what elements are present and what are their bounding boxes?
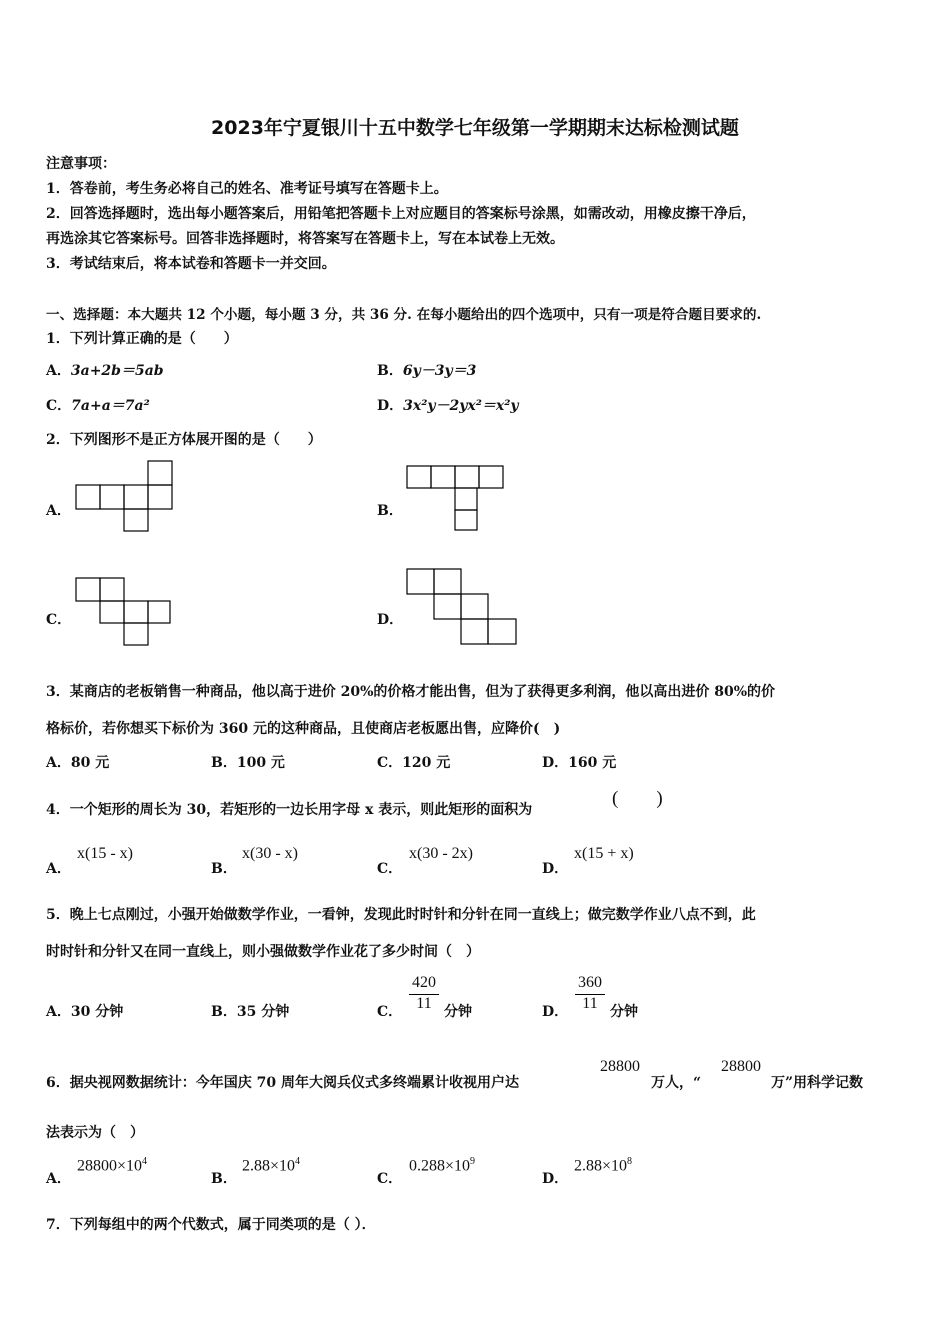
q6-option-a-label: A． — [46, 1171, 71, 1187]
q3-option-c: C．120 元 — [377, 755, 451, 771]
notice-item-2b: 再选涂其它答案标号。回答非选择题时，将答案写在答题卡上，写在本试卷上无效。 — [46, 231, 564, 247]
q4-option-c-label: C． — [377, 861, 403, 877]
q6-stem-line1b: 万”用科学记数 — [771, 1075, 864, 1091]
q2-option-b-label: B． — [377, 503, 403, 519]
q6-option-b-expr: $2.88\times 10^4$ — [242, 1156, 301, 1175]
q4-option-a-expr: x(15 - x) — [77, 845, 133, 862]
q2-option-d-label: D． — [377, 612, 404, 628]
notice-item-1: 1．答卷前，考生务必将自己的姓名、准考证号填写在答题卡上。 — [46, 181, 448, 197]
q6-value-1: 28800 — [600, 1058, 640, 1075]
q1-option-d: D．3x²y－2yx²＝x²y — [377, 398, 519, 414]
q2-option-a-label: A． — [46, 503, 71, 519]
q5-option-a: A．30 分钟 — [46, 1004, 124, 1020]
notice-item-3: 3．考试结束后，将本试卷和答题卡一并交回。 — [46, 256, 336, 272]
q5-option-d-label: D． — [542, 1004, 569, 1020]
q3-option-d: D．160 元 — [542, 755, 617, 771]
q2-net-d — [407, 569, 519, 647]
q5-option-c-fraction: 420 11 — [407, 974, 441, 1013]
q3-stem-line2: 格标价，若你想买下标价为 360 元的这种商品，且使商店老板愿出售，应降价( ) — [46, 721, 561, 737]
notice-heading: 注意事项： — [46, 156, 116, 172]
q4-option-a-label: A． — [46, 861, 71, 877]
q2-net-a — [76, 460, 176, 532]
q4-option-c-expr: x(30 - 2x) — [409, 845, 473, 862]
q4-stem: 4．一个矩形的周长为 30，若矩形的一边长用字母 x 表示，则此矩形的面积为 — [46, 802, 533, 818]
q5-option-c-unit: 分钟 — [444, 1004, 472, 1020]
page-title: 2023年宁夏银川十五中数学七年级第一学期期末达标检测试题 — [211, 117, 739, 139]
q6-option-c-label: C． — [377, 1171, 403, 1187]
q5-stem-line1: 5．晚上七点刚过，小强开始做数学作业，一看钟，发现此时时针和分针在同一直线上；做完数学作业八点不到，此 — [46, 907, 756, 923]
q4-option-b-label: B． — [211, 861, 237, 877]
q1-option-c: C．7a+a＝7a² — [46, 398, 150, 414]
q1-option-b: B．6y－3y＝3 — [377, 363, 477, 379]
q6-stem-mid: 万人，“ — [651, 1075, 702, 1091]
q4-answer-paren: ( ) — [612, 788, 663, 809]
q5-option-d-unit: 分钟 — [610, 1004, 638, 1020]
q2-net-b — [407, 466, 507, 532]
q5-stem-line2: 时时针和分针又在同一直线上，则小强做数学作业花了多少时间（ ） — [46, 944, 480, 960]
q6-option-a-expr: $28800\times 10^4$ — [77, 1156, 148, 1175]
q6-stem-line2: 法表示为（ ） — [46, 1125, 144, 1141]
q5-option-c-label: C． — [377, 1004, 403, 1020]
q2-net-c — [76, 578, 176, 648]
q6-option-d-expr: $2.88\times 10^8$ — [574, 1156, 633, 1175]
q5-option-d-fraction: 360 11 — [573, 974, 607, 1013]
q4-option-d-label: D． — [542, 861, 569, 877]
q3-stem-line1: 3．某商店的老板销售一种商品，他以高于进价 20%的价格才能出售，但为了获得更多利润，他以高出进价 80%的价 — [46, 684, 776, 700]
q4-option-d-expr: x(15 + x) — [574, 845, 634, 862]
q4-option-b-expr: x(30 - x) — [242, 845, 298, 862]
q3-option-a: A．80 元 — [46, 755, 110, 771]
q6-option-b-label: B． — [211, 1171, 237, 1187]
q2-stem: 2．下列图形不是正方体展开图的是（ ） — [46, 432, 322, 448]
q1-stem: 1．下列计算正确的是（ ） — [46, 331, 238, 347]
q6-option-d-label: D． — [542, 1171, 569, 1187]
q1-option-a: A．3a+2b＝5ab — [46, 363, 164, 379]
q2-option-c-label: C． — [46, 612, 72, 628]
q7-stem: 7．下列每组中的两个代数式，属于同类项的是（ ）． — [46, 1217, 376, 1233]
q3-option-b: B．100 元 — [211, 755, 285, 771]
q5-option-b: B．35 分钟 — [211, 1004, 290, 1020]
section-heading: 一、选择题：本大题共 12 个小题，每小题 3 分，共 36 分. 在每小题给出的四个选项中，只有一项是符合题目要求的. — [46, 307, 762, 323]
notice-item-2a: 2．回答选择题时，选出每小题答案后，用铅笔把答题卡上对应题目的答案标号涂黑，如需改动，用橡皮擦干净后， — [46, 206, 756, 222]
q6-value-2: 28800 — [721, 1058, 761, 1075]
q6-stem-line1a: 6．据央视网数据统计：今年国庆 70 周年大阅兵仪式多终端累计收视用户达 — [46, 1075, 519, 1091]
q6-option-c-expr: $0.288\times 10^9$ — [409, 1156, 476, 1175]
